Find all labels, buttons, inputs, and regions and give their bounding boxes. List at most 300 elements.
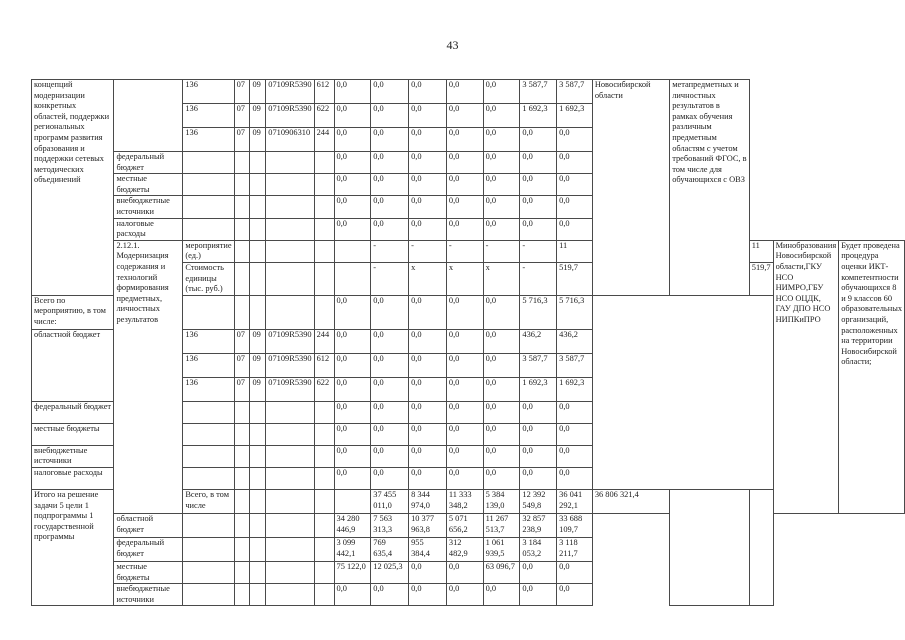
year-5-cell: 0,0 [520, 401, 557, 423]
total-amount-cell: 0,0 [334, 196, 371, 218]
year-1-cell: 0,0 [371, 295, 409, 329]
expense-type-cell: 612 [314, 80, 334, 104]
year-5-cell: 0,0 [520, 174, 557, 196]
funding-source-cell: налоговые расходы [32, 467, 114, 489]
year-1-cell: 0,0 [371, 80, 409, 104]
executor-cell: Новосибирской области [592, 80, 669, 296]
grbs-code-cell [234, 489, 250, 513]
task-cell: 2.12.1. Модернизация содержания и технологий формирования предметных, личностных результатов [114, 240, 183, 513]
year-2-cell: 0,0 [409, 174, 447, 196]
target-article-cell [266, 401, 314, 423]
expense-type-cell: 612 [314, 353, 334, 377]
expense-type-cell: 244 [314, 329, 334, 353]
target-article-cell [266, 218, 314, 240]
target-article-cell: 07109R5390 [266, 104, 314, 128]
year-6-cell: 11 [749, 240, 773, 262]
section-code-cell [234, 196, 250, 218]
year-5-cell: 436,2 [520, 329, 557, 353]
expense-type-cell [314, 295, 334, 329]
subsection-code-cell [250, 467, 266, 489]
year-3-cell: 5 384 139,0 [483, 489, 520, 513]
year-3-cell: 0,0 [446, 80, 483, 104]
target-article-cell: 07109R5390 [266, 80, 314, 104]
target-article-cell [314, 489, 334, 513]
year-6-cell: 519,7 [749, 262, 773, 295]
total-amount-cell: 0,0 [334, 218, 371, 240]
year-5-cell: 3 587,7 [520, 353, 557, 377]
expense-type-cell [314, 537, 334, 561]
grbs-code-cell [183, 467, 234, 489]
year-6-cell: 0,0 [557, 584, 593, 606]
year-2-cell: 0,0 [409, 584, 447, 606]
year-6-cell: 436,2 [557, 329, 593, 353]
expense-type-cell [314, 445, 334, 467]
grbs-code-cell [183, 561, 234, 583]
total-amount-cell: 0,0 [334, 152, 371, 174]
year-3-cell: 312 482,9 [446, 537, 483, 561]
year-1-cell: 0,0 [371, 423, 409, 445]
subsection-code-cell [250, 218, 266, 240]
total-amount-cell: 0,0 [334, 104, 371, 128]
year-6-cell: 33 688 109,7 [557, 513, 593, 537]
funding-source-cell: федеральный бюджет [114, 152, 183, 174]
target-article-cell [266, 152, 314, 174]
expense-type-cell [314, 467, 334, 489]
year-3-cell: 0,0 [446, 329, 483, 353]
year-1-cell: 0,0 [371, 104, 409, 128]
grbs-code-cell [183, 196, 234, 218]
funding-source-cell: внебюджетные источники [114, 584, 183, 606]
target-article-cell [266, 584, 314, 606]
expense-type-cell: 622 [314, 377, 334, 401]
year-3-cell: x [483, 262, 520, 295]
year-5-cell: 0,0 [520, 196, 557, 218]
subsection-code-cell [266, 489, 314, 513]
expense-type-cell [334, 262, 371, 295]
expected-result-cell: метапредметных и личностных результатов в рамках обучения различным предметным областям с учетом требований ФГОС, в том числе для обучающихся с ОВЗ [670, 80, 750, 296]
year-6-cell: 0,0 [557, 467, 593, 489]
funding-source-cell: федеральный бюджет [114, 537, 183, 561]
table-row [32, 80, 905, 104]
grbs-code-cell: 136 [183, 104, 234, 128]
expense-type-cell [314, 174, 334, 196]
year-1-cell: 0,0 [371, 377, 409, 401]
total-amount-cell: 0,0 [334, 584, 371, 606]
year-1-cell: 12 025,3 [371, 561, 409, 583]
expense-type-cell: 622 [314, 104, 334, 128]
page-number: 43 [446, 38, 459, 52]
year-2-cell: - [446, 240, 483, 262]
subsection-code-cell [250, 196, 266, 218]
year-4-cell: - [520, 262, 557, 295]
year-4-cell: 0,0 [483, 353, 520, 377]
section-code-cell [250, 240, 266, 262]
funding-source-cell: внебюджетные источники [32, 445, 114, 467]
year-3-cell: 0,0 [446, 152, 483, 174]
total-amount-cell: 0,0 [334, 401, 371, 423]
year-6-cell: 36 806 321,4 [592, 489, 669, 513]
year-2-cell: 0,0 [409, 295, 447, 329]
subsection-code-cell [266, 262, 314, 295]
year-6-cell: 1 692,3 [557, 104, 593, 128]
subsection-code-cell: 09 [250, 104, 266, 128]
grbs-code-cell: 136 [183, 128, 234, 152]
target-article-cell: 07109R5390 [266, 353, 314, 377]
subsection-code-cell: 09 [250, 80, 266, 104]
table-row [32, 513, 905, 537]
year-2-cell: 0,0 [409, 561, 447, 583]
year-6-cell: 0,0 [557, 152, 593, 174]
target-article-cell [266, 537, 314, 561]
subsection-code-cell [250, 537, 266, 561]
funding-source-cell: Стоимость единицы (тыс. руб.) [183, 262, 234, 295]
year-6-cell: 0,0 [557, 445, 593, 467]
year-1-cell: 8 344 974,0 [409, 489, 447, 513]
year-3-cell: 0,0 [446, 104, 483, 128]
executor-cell: Минобразования Новосибирской области,ГКУ НСО НИМРО,ГБУ НСО ОЦДК, ГАУ ДПО НСО НИПКиПРО [773, 240, 839, 513]
total-amount-cell: - [371, 262, 409, 295]
section-code-cell [234, 445, 250, 467]
year-5-cell: 3 587,7 [520, 80, 557, 104]
section-code-cell [234, 423, 250, 445]
target-article-cell [266, 423, 314, 445]
grbs-code-cell [183, 174, 234, 196]
expected-result-cell [749, 489, 773, 605]
target-article-cell [266, 196, 314, 218]
year-6-cell: 3 587,7 [557, 353, 593, 377]
grbs-code-cell [183, 537, 234, 561]
funding-source-cell [114, 80, 183, 152]
section-code-cell [234, 174, 250, 196]
total-amount-cell: 3 099 442,1 [334, 537, 371, 561]
subsection-code-cell [250, 152, 266, 174]
grbs-code-cell: 136 [183, 377, 234, 401]
section-code-cell [250, 262, 266, 295]
funding-source-cell: налоговые расходы [114, 218, 183, 240]
section-code-cell [234, 561, 250, 583]
funding-source-cell: местные бюджеты [114, 174, 183, 196]
expense-type-cell: 244 [314, 128, 334, 152]
year-6-cell: 0,0 [557, 128, 593, 152]
year-6-cell: 0,0 [557, 196, 593, 218]
table-row [32, 152, 905, 174]
grbs-code-cell [183, 584, 234, 606]
year-4-cell: 1 061 939,5 [483, 537, 520, 561]
year-2-cell: 0,0 [409, 329, 447, 353]
target-article-cell [266, 561, 314, 583]
section-code-cell [234, 584, 250, 606]
funding-source-cell: Всего, в том числе [183, 489, 234, 513]
expense-type-cell [314, 513, 334, 537]
year-5-cell: 5 716,3 [520, 295, 557, 329]
funding-source-cell: внебюджетные источники [114, 196, 183, 218]
year-2-cell: 0,0 [409, 152, 447, 174]
grbs-code-cell [234, 262, 250, 295]
year-5-cell: 36 041 292,1 [557, 489, 593, 513]
year-6-cell: 3 118 211,7 [557, 537, 593, 561]
total-amount-cell: 34 280 446,9 [334, 513, 371, 537]
year-4-cell: 0,0 [483, 128, 520, 152]
year-3-cell: 5 071 656,2 [446, 513, 483, 537]
year-2-cell: 0,0 [409, 128, 447, 152]
year-1-cell: 0,0 [371, 128, 409, 152]
year-3-cell: 0,0 [446, 128, 483, 152]
funding-source-cell: местные бюджеты [32, 423, 114, 445]
section-code-cell [234, 295, 250, 329]
expense-type-cell [314, 196, 334, 218]
year-6-cell: 0,0 [557, 401, 593, 423]
year-4-cell: - [520, 240, 557, 262]
year-2-cell: 0,0 [409, 104, 447, 128]
subsection-code-cell [250, 423, 266, 445]
year-4-cell: 0,0 [483, 329, 520, 353]
expense-type-cell [314, 152, 334, 174]
year-1-cell: 0,0 [371, 196, 409, 218]
expected-result-cell: Будет проведена процедура оценки ИКТ-компетентности обучающихся 8 и 9 классов 60 образовательных организаций, расположенных на территории Новосибирской области; [839, 240, 905, 513]
total-amount-cell: 0,0 [334, 467, 371, 489]
year-5-cell: 32 857 238,9 [520, 513, 557, 537]
year-2-cell: 0,0 [409, 423, 447, 445]
year-3-cell: 0,0 [446, 445, 483, 467]
total-amount-cell: 0,0 [334, 80, 371, 104]
year-6-cell: 1 692,3 [557, 377, 593, 401]
year-3-cell: 0,0 [446, 561, 483, 583]
target-article-cell [266, 174, 314, 196]
year-1-cell: 0,0 [371, 353, 409, 377]
task-cell: Итого на решение задачи 5 цели 1 подпрограммы 1 государственной программы [32, 489, 114, 605]
grbs-code-cell [234, 240, 250, 262]
year-1-cell: 0,0 [371, 152, 409, 174]
year-2-cell: 11 333 348,2 [446, 489, 483, 513]
section-code-cell [250, 489, 266, 513]
target-article-cell [266, 445, 314, 467]
section-code-cell [234, 513, 250, 537]
year-3-cell: 0,0 [446, 353, 483, 377]
year-4-cell: 0,0 [483, 445, 520, 467]
subsection-code-cell [250, 513, 266, 537]
year-4-cell: 0,0 [483, 80, 520, 104]
year-1-cell: 769 635,4 [371, 537, 409, 561]
grbs-code-cell [183, 295, 234, 329]
target-article-cell [314, 240, 334, 262]
expense-type-cell [334, 489, 371, 513]
year-2-cell: 0,0 [409, 445, 447, 467]
year-1-cell: x [409, 262, 447, 295]
year-5-cell: 0,0 [520, 128, 557, 152]
year-3-cell: 0,0 [446, 174, 483, 196]
target-article-cell [266, 513, 314, 537]
grbs-code-cell: 136 [183, 80, 234, 104]
total-amount-cell: 0,0 [334, 128, 371, 152]
year-1-cell: 0,0 [371, 584, 409, 606]
funding-source-cell: Всего по мероприятию, в том числе: [32, 295, 114, 329]
year-4-cell: 0,0 [483, 218, 520, 240]
section-code-cell [234, 537, 250, 561]
year-1-cell: 0,0 [371, 174, 409, 196]
total-amount-cell: 0,0 [334, 174, 371, 196]
budget-table [31, 79, 905, 606]
year-3-cell: 0,0 [446, 295, 483, 329]
year-3-cell: 0,0 [446, 196, 483, 218]
year-1-cell: 0,0 [371, 401, 409, 423]
year-4-cell: 0,0 [483, 401, 520, 423]
subsection-code-cell [250, 174, 266, 196]
year-4-cell: 0,0 [483, 174, 520, 196]
year-2-cell: 955 384,4 [409, 537, 447, 561]
section-code-cell: 07 [234, 353, 250, 377]
year-4-cell: 0,0 [483, 104, 520, 128]
expense-type-cell [334, 240, 371, 262]
year-2-cell: 0,0 [409, 377, 447, 401]
section-code-cell [234, 401, 250, 423]
total-amount-cell: 0,0 [334, 445, 371, 467]
grbs-code-cell [183, 445, 234, 467]
grbs-code-cell [183, 423, 234, 445]
year-4-cell: 0,0 [483, 377, 520, 401]
section-code-cell [234, 467, 250, 489]
target-article-cell [314, 262, 334, 295]
year-1-cell: 0,0 [371, 445, 409, 467]
year-1-cell: - [409, 240, 447, 262]
year-1-cell: 0,0 [371, 218, 409, 240]
year-1-cell: 7 563 313,3 [371, 513, 409, 537]
subsection-code-cell [266, 240, 314, 262]
section-code-cell [234, 152, 250, 174]
year-5-cell: 519,7 [557, 262, 593, 295]
table-row [32, 218, 905, 240]
year-5-cell: 0,0 [520, 445, 557, 467]
year-3-cell: - [483, 240, 520, 262]
year-3-cell: 0,0 [446, 584, 483, 606]
funding-source-cell: мероприятие (ед.) [183, 240, 234, 262]
year-5-cell: 1 692,3 [520, 104, 557, 128]
year-1-cell: 0,0 [371, 329, 409, 353]
table-row [32, 584, 905, 606]
year-3-cell: 0,0 [446, 467, 483, 489]
expense-type-cell [314, 401, 334, 423]
task-cell: концепций модернизации конкретных областей, поддержки региональных программ развития образования и поддержки сетевых методических объединений [32, 80, 114, 296]
subsection-code-cell: 09 [250, 329, 266, 353]
total-amount-cell: 37 455 011,0 [371, 489, 409, 513]
year-2-cell: 0,0 [409, 218, 447, 240]
grbs-code-cell: 136 [183, 329, 234, 353]
year-6-cell: 0,0 [557, 218, 593, 240]
year-5-cell: 0,0 [520, 218, 557, 240]
expense-type-cell [314, 218, 334, 240]
year-6-cell: 0,0 [557, 174, 593, 196]
year-4-cell: 0,0 [483, 152, 520, 174]
section-code-cell [234, 218, 250, 240]
year-5-cell: 0,0 [520, 467, 557, 489]
expense-type-cell [314, 561, 334, 583]
total-amount-cell: 0,0 [334, 377, 371, 401]
subsection-code-cell [250, 295, 266, 329]
year-6-cell: 0,0 [557, 423, 593, 445]
year-5-cell: 3 184 053,2 [520, 537, 557, 561]
year-6-cell: 5 716,3 [557, 295, 593, 329]
subsection-code-cell [250, 401, 266, 423]
year-4-cell: 63 096,7 [483, 561, 520, 583]
year-5-cell: 11 [557, 240, 593, 262]
target-article-cell: 0710906310 [266, 128, 314, 152]
target-article-cell [266, 295, 314, 329]
year-5-cell: 0,0 [520, 152, 557, 174]
subsection-code-cell: 09 [250, 377, 266, 401]
subsection-code-cell: 09 [250, 353, 266, 377]
year-4-cell: 0,0 [483, 467, 520, 489]
year-2-cell: 0,0 [409, 467, 447, 489]
total-amount-cell: 0,0 [334, 295, 371, 329]
table-row [32, 537, 905, 561]
total-amount-cell: 0,0 [334, 329, 371, 353]
subsection-code-cell [250, 445, 266, 467]
year-3-cell: 0,0 [446, 218, 483, 240]
year-4-cell: 11 267 513,7 [483, 513, 520, 537]
funding-source-cell: федеральный бюджет [32, 401, 114, 423]
year-1-cell: 0,0 [371, 467, 409, 489]
subsection-code-cell [250, 584, 266, 606]
year-4-cell: 0,0 [483, 196, 520, 218]
funding-source-cell: местные бюджеты [114, 561, 183, 583]
year-4-cell: 0,0 [483, 295, 520, 329]
year-2-cell: x [446, 262, 483, 295]
table-row [32, 174, 905, 196]
year-5-cell: 0,0 [520, 423, 557, 445]
expense-type-cell [314, 423, 334, 445]
year-4-cell: 0,0 [483, 423, 520, 445]
table-row [32, 196, 905, 218]
grbs-code-cell [183, 152, 234, 174]
year-6-cell: 0,0 [557, 561, 593, 583]
total-amount-cell: - [371, 240, 409, 262]
funding-source-cell: областной бюджет [114, 513, 183, 537]
grbs-code-cell [183, 218, 234, 240]
total-amount-cell: 0,0 [334, 423, 371, 445]
section-code-cell: 07 [234, 128, 250, 152]
total-amount-cell: 75 122,0 [334, 561, 371, 583]
year-2-cell: 0,0 [409, 196, 447, 218]
year-2-cell: 0,0 [409, 401, 447, 423]
target-article-cell: 07109R5390 [266, 329, 314, 353]
year-2-cell: 10 377 963,8 [409, 513, 447, 537]
funding-source-cell: областной бюджет [32, 329, 114, 401]
expense-type-cell [314, 584, 334, 606]
table-row [32, 561, 905, 583]
table-row [32, 240, 905, 262]
year-2-cell: 0,0 [409, 353, 447, 377]
executor-cell [670, 489, 750, 605]
year-5-cell: 0,0 [520, 584, 557, 606]
target-article-cell: 07109R5390 [266, 377, 314, 401]
year-4-cell: 12 392 549,8 [520, 489, 557, 513]
grbs-code-cell [183, 513, 234, 537]
year-4-cell: 0,0 [483, 584, 520, 606]
year-3-cell: 0,0 [446, 401, 483, 423]
subsection-code-cell [250, 561, 266, 583]
year-3-cell: 0,0 [446, 377, 483, 401]
year-5-cell: 0,0 [520, 561, 557, 583]
year-5-cell: 1 692,3 [520, 377, 557, 401]
year-3-cell: 0,0 [446, 423, 483, 445]
total-amount-cell: 0,0 [334, 353, 371, 377]
section-code-cell: 07 [234, 377, 250, 401]
year-6-cell: 3 587,7 [557, 80, 593, 104]
grbs-code-cell: 136 [183, 353, 234, 377]
section-code-cell: 07 [234, 104, 250, 128]
section-code-cell: 07 [234, 80, 250, 104]
target-article-cell [266, 467, 314, 489]
grbs-code-cell [183, 401, 234, 423]
